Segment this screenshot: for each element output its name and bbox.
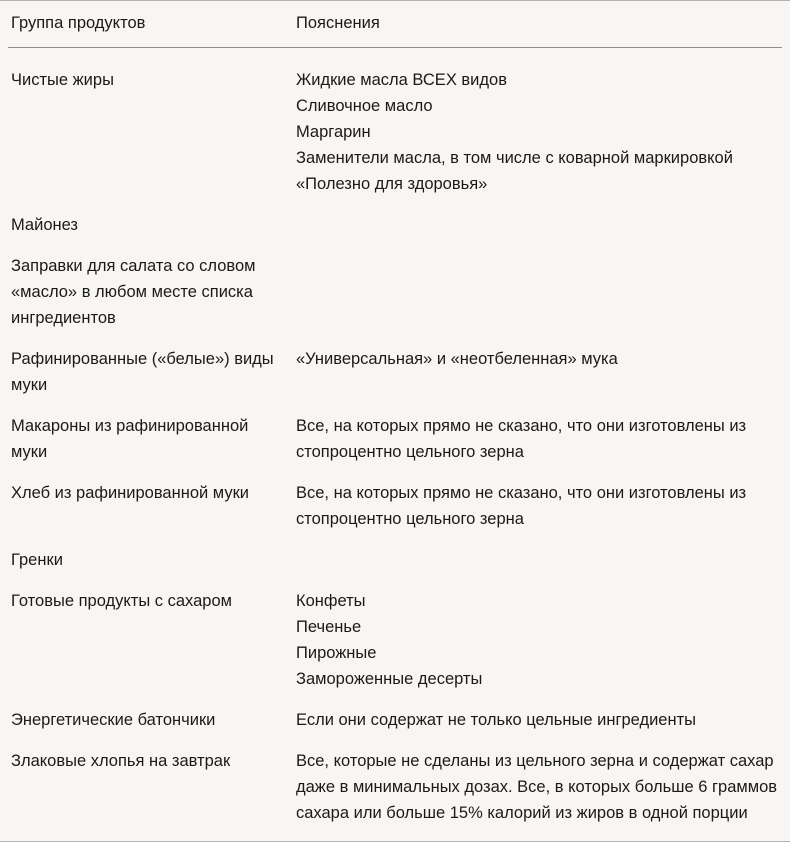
group-cell: Майонез <box>11 216 78 234</box>
group-cell: Гренки <box>11 551 63 569</box>
notes-cell <box>293 212 782 238</box>
table-row <box>8 339 782 406</box>
group-cell: Чистые жиры <box>11 71 114 89</box>
note-line: Жидкие масла ВСЕХ видов <box>296 71 507 89</box>
table-header-row <box>8 1 782 48</box>
note-line: Все, на которых прямо не сказано, что они изготовлены из стопроцентно цельного зерна <box>296 484 747 528</box>
table-rows <box>8 48 782 834</box>
note-line: Пирожные <box>296 644 377 662</box>
group-cell: Макароны из рафинированной муки <box>11 417 249 461</box>
notes-cell <box>293 588 782 692</box>
table-row <box>8 741 782 834</box>
note-line: Все, на которых прямо не сказано, что они изготовлены из стопроцентно цельного зерна <box>296 417 747 461</box>
header-group-column: Группа продуктов <box>11 14 146 32</box>
notes-cell <box>293 346 782 398</box>
group-cell: Хлеб из рафинированной муки <box>11 484 250 502</box>
notes-cell <box>293 67 782 197</box>
note-line: Если они содержат не только цельные ингредиенты <box>296 711 696 729</box>
note-line: Все, которые не сделаны из цельного зерна и содержат сахар даже в минимальных дозах. Все, в которых больше 6 граммов сахара или больше 15% калорий из жиров в одной порции <box>296 752 778 822</box>
note-line: Сливочное масло <box>296 97 433 115</box>
notes-cell <box>293 480 782 532</box>
notes-cell <box>293 253 782 331</box>
table-row <box>8 700 782 741</box>
note-line: Маргарин <box>296 123 371 141</box>
table-row <box>8 540 782 581</box>
group-cell: Рафинированные («белые») виды муки <box>11 350 274 394</box>
group-cell: Злаковые хлопья на завтрак <box>11 752 231 770</box>
group-cell: Готовые продукты с сахаром <box>11 592 232 610</box>
notes-cell <box>293 547 782 573</box>
notes-cell <box>293 748 782 826</box>
note-line: Замороженные десерты <box>296 670 483 688</box>
notes-cell <box>293 413 782 465</box>
group-cell: Энергетические батончики <box>11 711 216 729</box>
note-line: Печенье <box>296 618 362 636</box>
notes-cell <box>293 707 782 733</box>
note-line: Конфеты <box>296 592 366 610</box>
table-row <box>8 246 782 339</box>
table-row <box>8 473 782 540</box>
group-cell: Заправки для салата со словом «масло» в любом месте списка ингредиентов <box>11 257 256 327</box>
table-row <box>8 60 782 205</box>
table-row <box>8 581 782 700</box>
note-line: Заменители масла, в том числе с коварной маркировкой «Полезно для здоровья» <box>296 149 733 193</box>
table-row <box>8 406 782 473</box>
header-notes-column: Пояснения <box>296 14 380 32</box>
note-line: «Универсальная» и «неотбеленная» мука <box>296 350 618 368</box>
table-row <box>8 205 782 246</box>
